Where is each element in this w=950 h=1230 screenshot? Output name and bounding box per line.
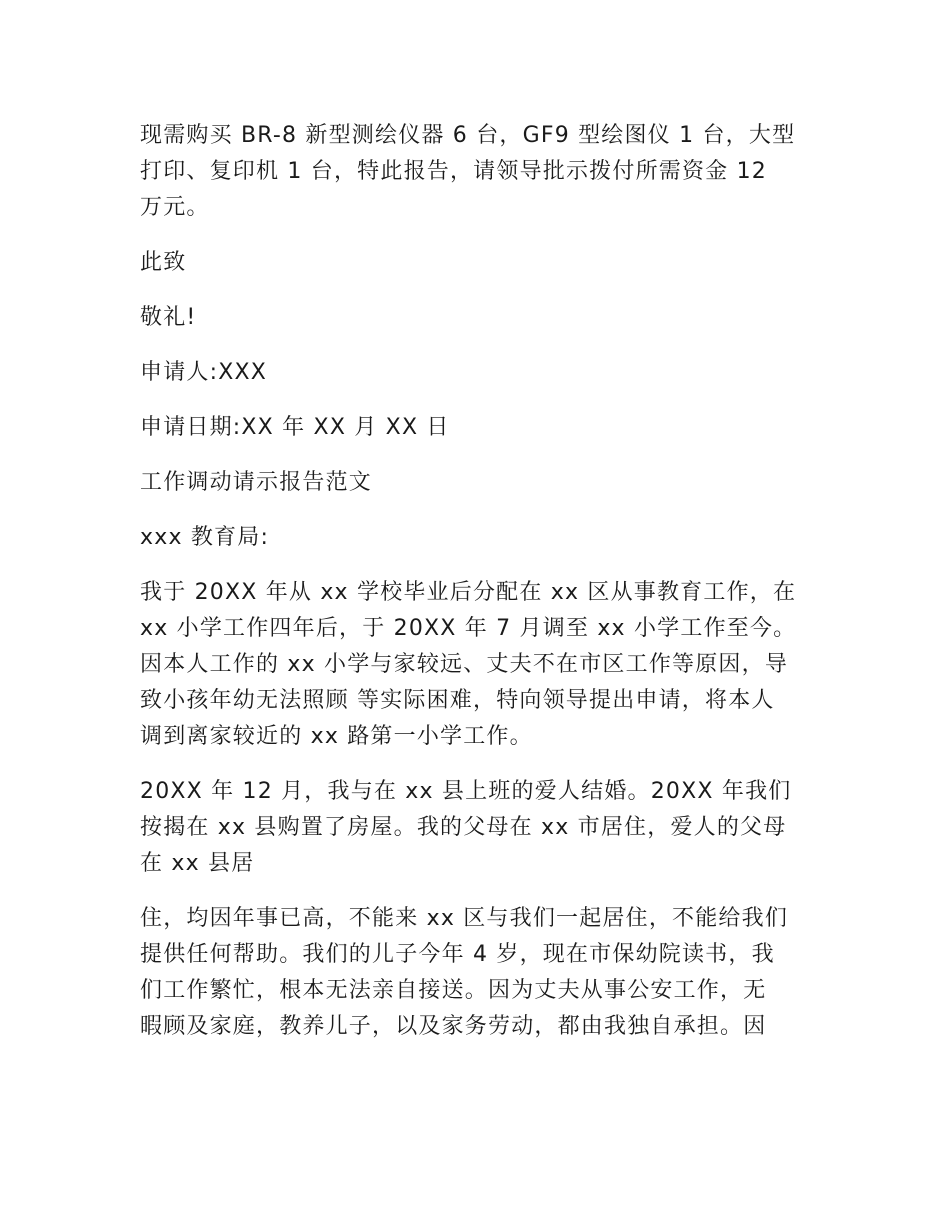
- text-line: 调到离家较近的 xx 路第一小学工作。: [140, 724, 533, 749]
- text-line: 此致: [140, 250, 187, 275]
- text-line: 住，均因年事已高，不能来 xx 区与我们一起居住，不能给我们: [140, 906, 789, 931]
- text-line: 20XX 年 12 月，我与在 xx 县上班的爱人结婚。20XX 年我们: [140, 779, 792, 804]
- text-line: 打印、复印机 1 台，特此报告，请领导批示拨付所需资金 12: [140, 159, 767, 184]
- paragraph-difficulties: [140, 901, 830, 1045]
- text-line: 申请人:XXX: [140, 360, 268, 385]
- text-line: 因本人工作的 xx 小学与家较远、丈夫不在市区工作等原因，导: [140, 652, 789, 677]
- paragraph-regards: [140, 300, 830, 336]
- paragraph-application-date: [140, 410, 830, 446]
- document-body: [140, 118, 830, 1064]
- text-line: 工作调动请示报告范文: [140, 470, 373, 495]
- paragraph-family: [140, 774, 830, 882]
- paragraph-purchase-request: [140, 118, 830, 226]
- text-line: xx 小学工作四年后，于 20XX 年 7 月调至 xx 小学工作至今。: [140, 616, 797, 641]
- section-title: [140, 465, 830, 501]
- text-line: 现需购买 BR-8 新型测绘仪器 6 台，GF9 型绘图仪 1 台，大型: [140, 123, 796, 148]
- text-line: 们工作繁忙，根本无法亲自接送。因为丈夫从事公安工作，无: [140, 978, 767, 1003]
- text-line: 在 xx 县居: [140, 851, 255, 876]
- text-line: 申请日期:XX 年 XX 月 XX 日: [140, 415, 450, 440]
- text-line: 敬礼!: [140, 305, 197, 330]
- paragraph-applicant: [140, 355, 830, 391]
- paragraph-background: [140, 575, 830, 755]
- text-line: 提供任何帮助。我们的儿子今年 4 岁，现在市保幼院读书，我: [140, 942, 775, 967]
- text-line: xxx 教育局:: [140, 525, 270, 550]
- paragraph-addressee: [140, 520, 830, 556]
- text-line: 按揭在 xx 县购置了房屋。我的父母在 xx 市居住，爱人的父母: [140, 815, 787, 840]
- paragraph-closing-salutation: [140, 245, 830, 281]
- text-line: 万元。: [140, 195, 210, 220]
- text-line: 致小孩年幼无法照顾 等实际困难，特向领导提出申请，将本人: [140, 688, 775, 713]
- text-line: 暇顾及家庭，教养儿子，以及家务劳动，都由我独自承担。因: [140, 1014, 767, 1039]
- text-line: 我于 20XX 年从 xx 学校毕业后分配在 xx 区从事教育工作，在: [140, 580, 797, 605]
